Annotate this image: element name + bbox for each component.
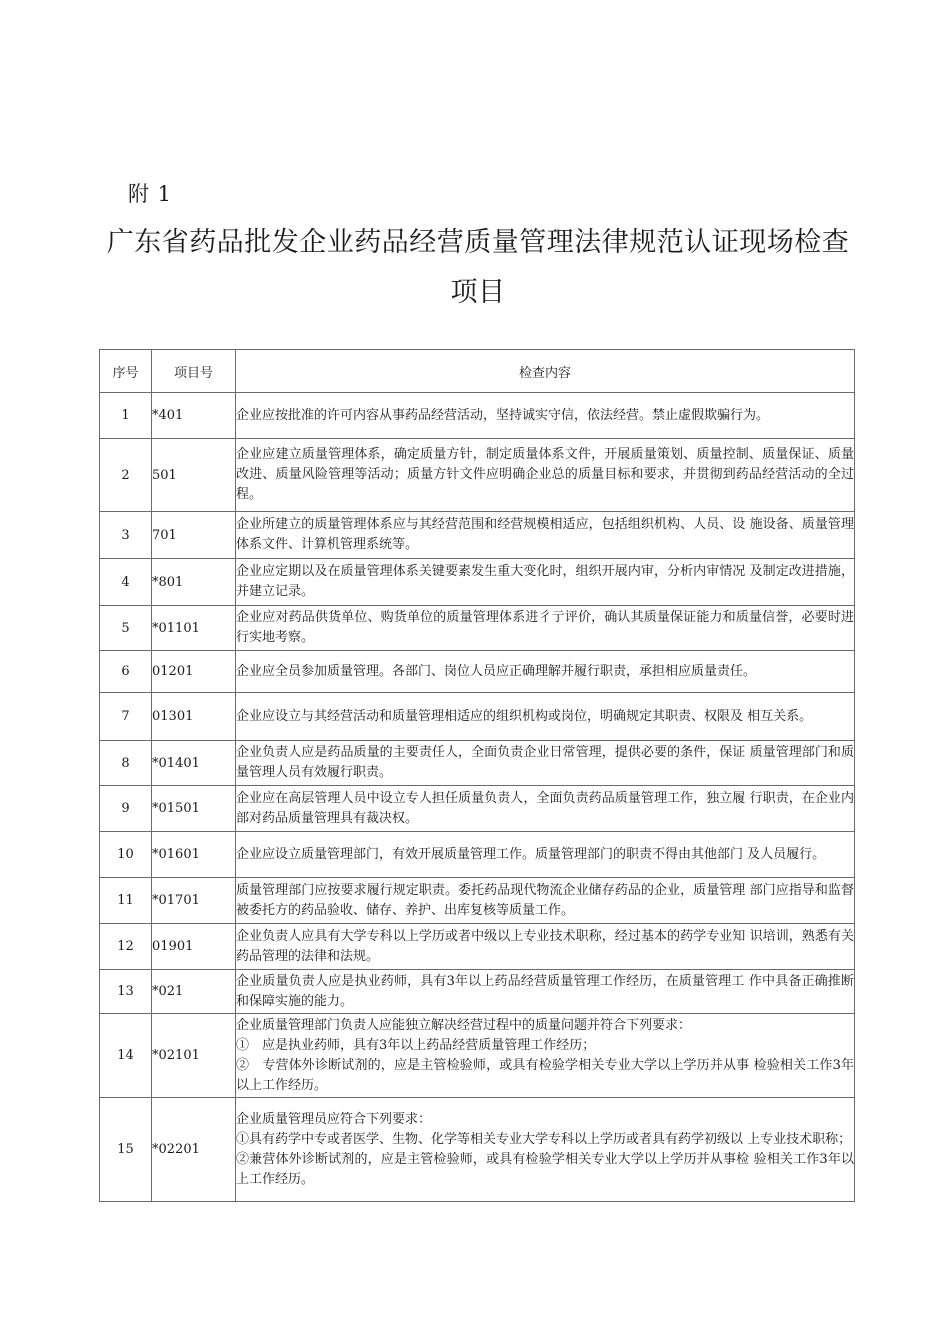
row-check-content [236, 606, 855, 651]
content-line: 企业应全员参加质量管理。各部门、岗位人员应正确理解并履行职责，承担相应质量责任。 [236, 663, 757, 679]
table-row [100, 1098, 855, 1202]
row-seq: 4 [100, 559, 152, 606]
row-check-content [236, 439, 855, 512]
row-seq: 8 [100, 741, 152, 786]
table-body [100, 393, 855, 1202]
content-line: 企业负责人应具有大学专科以上学历或者中级以上专业技术职称，经过基本的药学专业知 识培训，熟悉有关药品管理的法律和法规。 [236, 928, 854, 964]
table-row [100, 393, 855, 439]
row-check-content [236, 832, 855, 878]
row-seq: 15 [100, 1098, 152, 1202]
row-seq: 1 [100, 393, 152, 439]
row-item-code: 501 [152, 439, 236, 512]
content-line: 企业负责人应是药品质量的主要责任人，全面负责企业日常管理，提供必要的条件，保证 质量管理部门和质量管理人员有效履行职责。 [236, 745, 854, 780]
row-check-content [236, 651, 855, 693]
row-item-code: *01401 [152, 741, 236, 786]
row-item-code: *801 [152, 559, 236, 606]
table-row [100, 786, 855, 832]
table-row [100, 693, 855, 741]
table-row [100, 512, 855, 559]
content-line: 企业应对药品供货单位、购货单位的质量管理体系进彳亍评价，确认其质量保证能力和质量信誉，必要时进行实地考察。 [236, 610, 854, 645]
row-check-content [236, 512, 855, 559]
row-check-content [236, 1014, 855, 1098]
header-item-code: 项目号 [152, 350, 236, 393]
row-item-code: 01301 [152, 693, 236, 741]
row-seq: 11 [100, 878, 152, 924]
document-title: 广东省药品批发企业药品经营质量管理法律规范认证现场检查项目 [106, 227, 850, 308]
row-check-content [236, 1098, 855, 1202]
content-line: ② 专营体外诊断试剂的，应是主管检验师，或具有检验学相关专业大学以上学历并从事 检验相关工作3年以上工作经历。 [236, 1057, 854, 1093]
content-line: 企业质量负责人应是执业药师，具有3年以上药品经营质量管理工作经历，在质量管理工 作中具备正确推断和保障实施的能力。 [236, 973, 854, 1009]
table-row [100, 439, 855, 512]
row-item-code: *01501 [152, 786, 236, 832]
table-row [100, 606, 855, 651]
row-check-content [236, 559, 855, 606]
row-seq: 14 [100, 1014, 152, 1098]
content-line: 质量管理部门应按要求履行规定职责。委托药品现代物流企业储存药品的企业，质量管理 部门应指导和监督被委托方的药品验收、储存、养护、出库复核等质量工作。 [236, 882, 854, 918]
row-check-content [236, 878, 855, 924]
table-row [100, 741, 855, 786]
row-item-code: 01901 [152, 924, 236, 970]
row-item-code: 701 [152, 512, 236, 559]
table-row [100, 924, 855, 970]
content-line: 企业应设立与其经营活动和质量管理相适应的组织机构或岗位，明确规定其职责、权限及 相互关系。 [236, 708, 813, 724]
row-item-code: *01701 [152, 878, 236, 924]
table-row [100, 1014, 855, 1098]
content-line: 企业所建立的质量管理体系应与其经营范围和经营规模相适应，包括组织机构、人员、设 施设备、质量管理体系文件、计算机管理系统等。 [236, 517, 854, 552]
content-line: 企业应在高层管理人员中设立专人担任质量负责人，全面负责药品质量管理工作，独立履 行职责，在企业内部对药品质量管理具有裁决权。 [236, 790, 854, 826]
row-seq: 9 [100, 786, 152, 832]
row-check-content [236, 786, 855, 832]
row-seq: 7 [100, 693, 152, 741]
row-item-code: *02201 [152, 1098, 236, 1202]
row-item-code: *02101 [152, 1014, 236, 1098]
content-line: ① 应是执业药师，具有3年以上药品经营质量管理工作经历； [236, 1037, 596, 1053]
table-row [100, 832, 855, 878]
row-item-code: *021 [152, 970, 236, 1014]
row-seq: 3 [100, 512, 152, 559]
row-item-code: *01601 [152, 832, 236, 878]
header-check-content: 检查内容 [236, 350, 855, 393]
content-line: 企业应按批准的许可内容从事药品经营活动，坚持诚实守信，依法经营。禁止虚假欺骗行为。 [236, 407, 770, 423]
inspection-items-table [99, 349, 855, 1202]
row-item-code: *401 [152, 393, 236, 439]
row-seq: 13 [100, 970, 152, 1014]
content-line: ①具有药学中专或者医学、生物、化学等相关专业大学专科以上学历或者具有药学初级以 上专业技术职称； [236, 1131, 852, 1147]
content-line: 企业应定期以及在质量管理体系关键要素发生重大变化时，组织开展内审，分析内审情况 及制定改进措施，并建立记录。 [236, 564, 854, 599]
content-line: 企业质量管理部门负责人应能独立解决经营过程中的质量问题并符合下列要求： [236, 1017, 692, 1033]
content-line: 企业质量管理员应符合下列要求： [236, 1111, 432, 1127]
row-seq: 6 [100, 651, 152, 693]
row-item-code: 01201 [152, 651, 236, 693]
row-check-content [236, 741, 855, 786]
content-line: 企业应设立质量管理部门，有效开展质量管理工作。质量管理部门的职责不得由其他部门 及人员履行。 [236, 846, 826, 862]
row-item-code: *01101 [152, 606, 236, 651]
table-row [100, 559, 855, 606]
table-row [100, 651, 855, 693]
content-line: 企业应建立质量管理体系，确定质量方针，制定质量体系文件，开展质量策划、质量控制、质量保证、质量改进、质量风险管理等活动；质量方针文件应明确企业总的质量目标和要求，并贯彻到药品经营活动的全过程。 [236, 447, 854, 502]
table-row [100, 970, 855, 1014]
row-check-content [236, 693, 855, 741]
table-row [100, 878, 855, 924]
row-seq: 10 [100, 832, 152, 878]
row-seq: 5 [100, 606, 152, 651]
annex-label: 附 1 [128, 182, 173, 206]
row-check-content [236, 393, 855, 439]
table-header-row [100, 350, 855, 393]
row-seq: 12 [100, 924, 152, 970]
row-check-content [236, 970, 855, 1014]
content-line: ②兼营体外诊断试剂的，应是主管检验师，或具有检验学相关专业大学以上学历并从事检 验相关工作3年以上工作经历。 [236, 1151, 854, 1187]
row-check-content [236, 924, 855, 970]
row-seq: 2 [100, 439, 152, 512]
header-seq: 序号 [100, 350, 152, 393]
